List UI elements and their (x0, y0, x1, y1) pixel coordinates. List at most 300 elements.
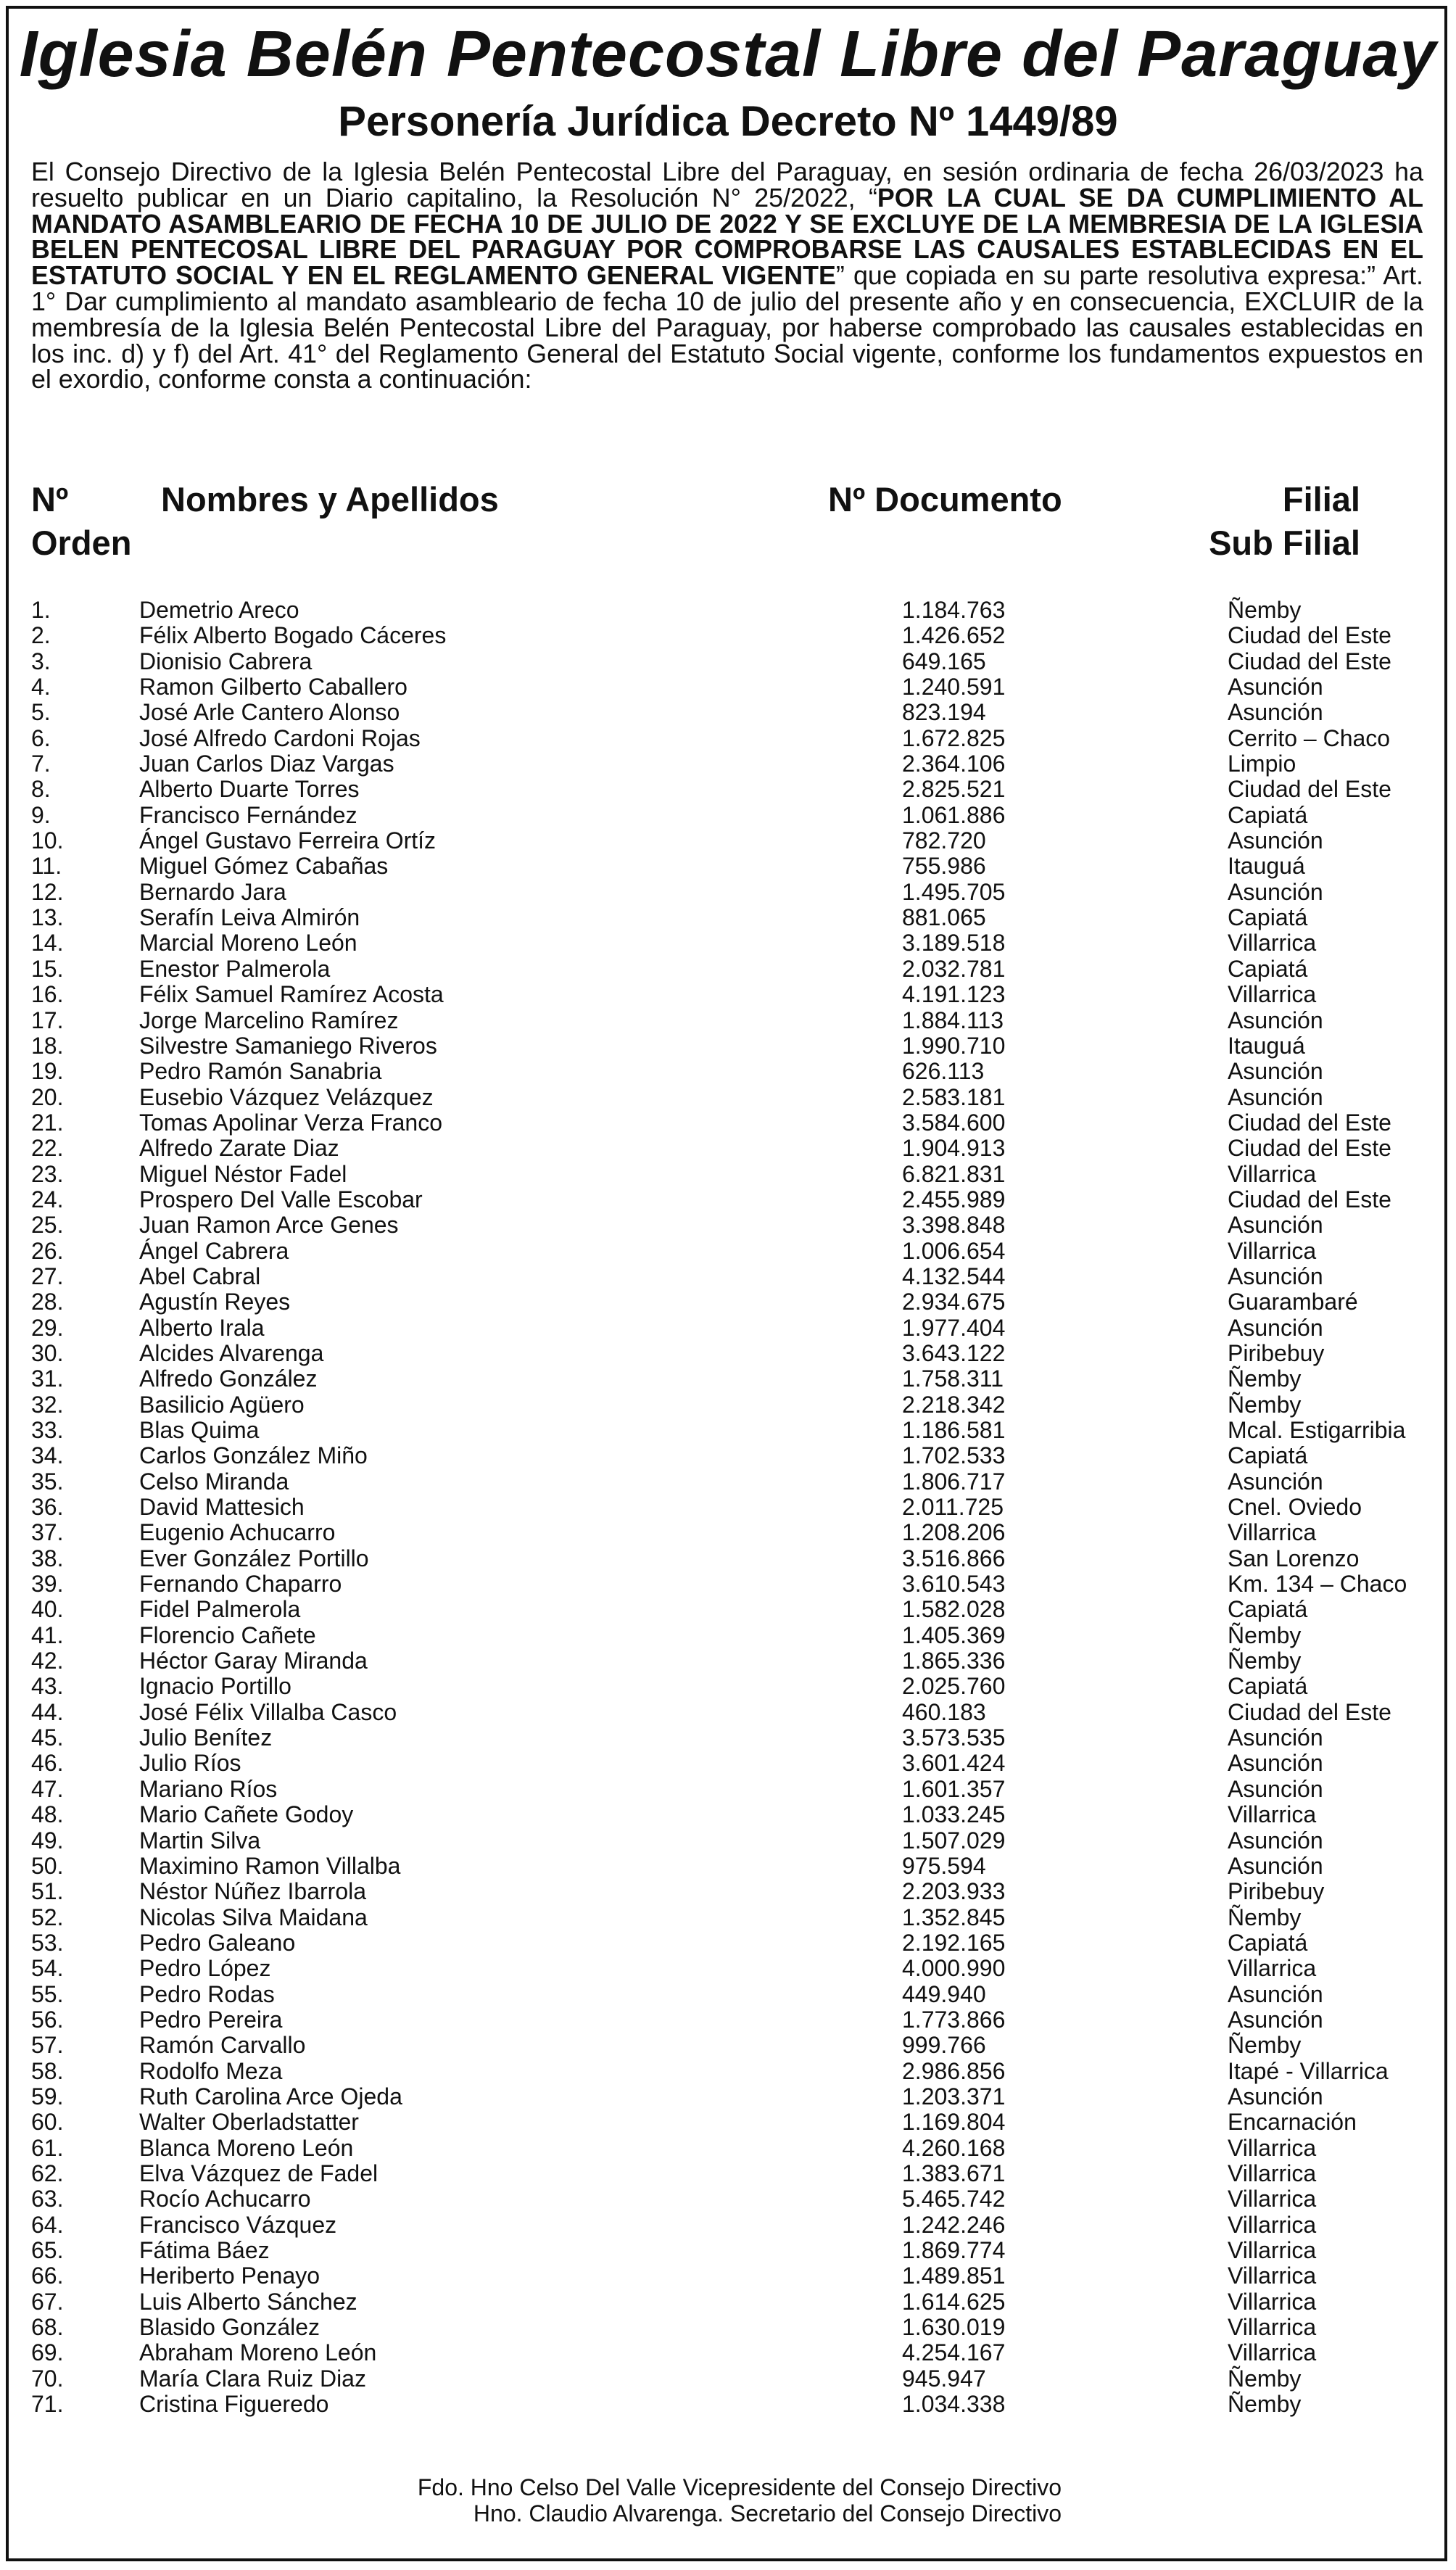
members-list (0, 598, 1456, 2417)
row-number: 9. (31, 801, 51, 828)
row-number: 34. (31, 1442, 64, 1469)
document-number: 3.573.535 (902, 1724, 1006, 1751)
table-row (0, 982, 1456, 1007)
member-name: Ruth Carolina Arce Ojeda (139, 2083, 402, 2110)
member-name: Miguel Gómez Cabañas (139, 853, 389, 880)
member-name: Pedro Ramón Sanabria (139, 1058, 382, 1085)
row-number: 63. (31, 2186, 64, 2212)
row-number: 44. (31, 1698, 64, 1725)
member-name: Abel Cabral (139, 1263, 261, 1289)
document-number: 2.192.165 (902, 1929, 1006, 1956)
page-title: Iglesia Belén Pentecostal Libre del Paraguay (19, 18, 1437, 91)
member-name: Francisco Fernández (139, 801, 357, 828)
document-number: 1.507.029 (902, 1827, 1006, 1854)
document-number: 2.934.675 (902, 1289, 1006, 1315)
document-number: 823.194 (902, 699, 986, 726)
document-number: 1.240.591 (902, 674, 1006, 701)
filial-name: Asunción (1228, 1314, 1323, 1341)
filial-name: Asunción (1228, 1724, 1323, 1751)
table-row (0, 1239, 1456, 1264)
filial-name: Asunción (1228, 699, 1323, 726)
row-number: 59. (31, 2083, 64, 2110)
row-number: 22. (31, 1135, 64, 1162)
row-number: 47. (31, 1775, 64, 1802)
filial-name: Asunción (1228, 1263, 1323, 1289)
row-number: 55. (31, 1980, 64, 2007)
document-number: 1.426.652 (902, 622, 1006, 649)
table-row (0, 598, 1456, 623)
table-row (0, 2366, 1456, 2392)
table-row (0, 828, 1456, 854)
row-number: 28. (31, 1289, 64, 1315)
document-number: 1.033.245 (902, 1801, 1006, 1828)
member-name: Julio Ríos (139, 1750, 241, 1777)
filial-name: Asunción (1228, 1468, 1323, 1495)
table-row (0, 1085, 1456, 1110)
filial-name: Villarrica (1228, 2288, 1317, 2315)
filial-name: Asunción (1228, 1058, 1323, 1085)
document-number: 1.006.654 (902, 1237, 1006, 1264)
row-number: 60. (31, 2109, 64, 2136)
row-number: 21. (31, 1109, 64, 1136)
member-name: Fernando Chaparro (139, 1571, 342, 1598)
table-row (0, 1187, 1456, 1212)
filial-name: Asunción (1228, 1852, 1323, 1879)
document-number: 1.184.763 (902, 597, 1006, 623)
document-number: 1.203.371 (902, 2083, 1006, 2110)
filial-name: Villarrica (1228, 2160, 1317, 2186)
document-number: 2.025.760 (902, 1673, 1006, 1700)
row-number: 71. (31, 2391, 64, 2418)
member-name: Juan Carlos Diaz Vargas (139, 751, 394, 777)
table-row (0, 2136, 1456, 2161)
table-row (0, 2007, 1456, 2033)
filial-name: Villarrica (1228, 2339, 1317, 2366)
signature-block (0, 2474, 1062, 2526)
table-row (0, 649, 1456, 674)
member-name: Félix Alberto Bogado Cáceres (139, 622, 447, 649)
document-number: 649.165 (902, 648, 986, 674)
filial-name: Villarrica (1228, 2314, 1317, 2341)
table-row (0, 2315, 1456, 2340)
table-row (0, 905, 1456, 930)
document-number: 1.208.206 (902, 1519, 1006, 1546)
row-number: 35. (31, 1468, 64, 1495)
filial-name: Km. 134 – Chaco (1228, 1571, 1407, 1598)
row-number: 27. (31, 1263, 64, 1289)
document-number: 2.218.342 (902, 1391, 1006, 1418)
table-row (0, 1469, 1456, 1495)
table-row (0, 726, 1456, 751)
filial-name: Ñemby (1228, 2391, 1302, 2418)
member-name: Pedro Pereira (139, 2006, 283, 2033)
table-row (0, 700, 1456, 725)
table-row (0, 1110, 1456, 1136)
member-name: Prospero Del Valle Escobar (139, 1186, 423, 1212)
row-number: 49. (31, 1827, 64, 1854)
table-row (0, 1648, 1456, 1674)
filial-name: Encarnación (1228, 2109, 1357, 2136)
row-number: 61. (31, 2134, 64, 2161)
row-number: 1. (31, 597, 51, 623)
filial-name: Villarrica (1228, 2237, 1317, 2263)
table-row (0, 1725, 1456, 1751)
filial-name: Villarrica (1228, 2134, 1317, 2161)
intro-bold-resolution: POR LA CUAL SE DA CUMPLIMIENTO AL MANDATO ASAMBLEARIO DE FECHA 10 DE JULIO DE 2022 Y SE EXCLUYE DE LA MEMBRESIA DE LA IGLESIA BELEN PENTECOSAL LIBRE DEL PARAGUAY POR COMPROBARSE LAS CAUSALES ESTABLECIDAS EN EL ESTATUTO SOCIAL Y EN EL REGLAMENTO GENERAL VIGENTE (31, 183, 1423, 291)
row-number: 19. (31, 1058, 64, 1085)
filial-name: Asunción (1228, 1007, 1323, 1033)
row-number: 25. (31, 1212, 64, 1239)
filial-name: Itapé - Villarrica (1228, 2057, 1389, 2084)
member-name: José Arle Cantero Alonso (139, 699, 400, 726)
table-row (0, 1777, 1456, 1802)
row-number: 67. (31, 2288, 64, 2315)
filial-name: Ñemby (1228, 2365, 1302, 2392)
document-number: 1.904.913 (902, 1135, 1006, 1162)
filial-name: Piribebuy (1228, 1339, 1325, 1366)
row-number: 13. (31, 904, 64, 931)
filial-name: Itauguá (1228, 1032, 1305, 1059)
member-name: Luis Alberto Sánchez (139, 2288, 357, 2315)
table-row (0, 1982, 1456, 2007)
table-row (0, 1905, 1456, 1930)
member-name: Fátima Báez (139, 2237, 270, 2263)
row-number: 48. (31, 1801, 64, 1828)
row-number: 43. (31, 1673, 64, 1700)
row-number: 52. (31, 1904, 64, 1930)
row-number: 30. (31, 1339, 64, 1366)
table-row (0, 930, 1456, 956)
member-name: Demetrio Areco (139, 597, 299, 623)
row-number: 20. (31, 1083, 64, 1110)
table-row (0, 2392, 1456, 2417)
document-number: 1.758.311 (902, 1365, 1004, 1392)
table-row (0, 1341, 1456, 1366)
document-number: 2.583.181 (902, 1083, 1006, 1110)
table-row (0, 1162, 1456, 1187)
document-number: 3.516.866 (902, 1545, 1006, 1571)
filial-name: Asunción (1228, 827, 1323, 854)
member-name: Rocío Achucarro (139, 2186, 311, 2212)
document-number: 2.032.781 (902, 955, 1006, 982)
member-name: Francisco Vázquez (139, 2211, 337, 2238)
document-number: 4.000.990 (902, 1955, 1006, 1982)
member-name: Héctor Garay Miranda (139, 1648, 368, 1674)
row-number: 40. (31, 1596, 64, 1623)
filial-name: Itauguá (1228, 853, 1305, 880)
table-row (0, 1956, 1456, 1981)
member-name: Félix Samuel Ramírez Acosta (139, 981, 444, 1008)
row-number: 6. (31, 724, 51, 751)
member-name: Eusebio Vázquez Velázquez (139, 1083, 434, 1110)
document-number: 4.254.167 (902, 2339, 1006, 2366)
member-name: Maximino Ramon Villalba (139, 1852, 401, 1879)
document-number: 1.601.357 (902, 1775, 1006, 1802)
filial-name: Villarrica (1228, 1519, 1317, 1546)
member-name: Alfredo González (139, 1365, 318, 1392)
table-row (0, 2238, 1456, 2263)
document-number: 1.495.705 (902, 878, 1006, 905)
row-number: 18. (31, 1032, 64, 1059)
member-name: Ángel Gustavo Ferreira Ortíz (139, 827, 437, 854)
document-number: 460.183 (902, 1698, 986, 1725)
member-name: Silvestre Samaniego Riveros (139, 1032, 437, 1059)
member-name: Pedro Rodas (139, 1980, 275, 2007)
member-name: Fidel Palmerola (139, 1596, 301, 1623)
table-row (0, 674, 1456, 700)
table-row (0, 1366, 1456, 1392)
document-number: 4.260.168 (902, 2134, 1006, 2161)
document-number: 1.489.851 (902, 2263, 1006, 2289)
document-number: 3.610.543 (902, 1571, 1006, 1598)
table-row (0, 2340, 1456, 2366)
row-number: 32. (31, 1391, 64, 1418)
intro-paragraph (31, 157, 1423, 394)
member-name: Blas Quima (139, 1417, 260, 1443)
document-number: 1.614.625 (902, 2288, 1006, 2315)
table-row (0, 623, 1456, 648)
member-name: Elva Vázquez de Fadel (139, 2160, 379, 2186)
table-row (0, 1700, 1456, 1725)
document-number: 1.630.019 (902, 2314, 1006, 2341)
row-number: 10. (31, 827, 64, 854)
table-row (0, 803, 1456, 828)
filial-name: Villarrica (1228, 1160, 1317, 1187)
filial-name: Asunción (1228, 1775, 1323, 1802)
table-row (0, 2084, 1456, 2110)
row-number: 41. (31, 1621, 64, 1648)
member-name: Ever González Portillo (139, 1545, 369, 1571)
row-number: 12. (31, 878, 64, 905)
filial-name: Villarrica (1228, 1955, 1317, 1982)
table-row (0, 1597, 1456, 1622)
table-row (0, 2212, 1456, 2238)
row-number: 39. (31, 1571, 64, 1598)
member-name: Mario Cañete Godoy (139, 1801, 354, 1828)
document-number: 4.132.544 (902, 1263, 1006, 1289)
table-row (0, 1008, 1456, 1033)
filial-name: Guarambaré (1228, 1289, 1358, 1315)
document-number: 1.383.671 (902, 2160, 1006, 2186)
header-filial: Filial (1282, 480, 1360, 518)
member-name: Agustín Reyes (139, 1289, 291, 1315)
table-row (0, 1623, 1456, 1648)
document-number: 755.986 (902, 853, 986, 880)
document-number: 2.203.933 (902, 1878, 1006, 1905)
row-number: 42. (31, 1648, 64, 1674)
row-number: 46. (31, 1750, 64, 1777)
row-number: 58. (31, 2057, 64, 2084)
member-name: Blasido González (139, 2314, 320, 2341)
row-number: 29. (31, 1314, 64, 1341)
header-order: Orden (31, 524, 132, 562)
filial-name: Ñemby (1228, 597, 1302, 623)
member-name: Dionisio Cabrera (139, 648, 313, 674)
row-number: 57. (31, 2032, 64, 2059)
table-row (0, 2033, 1456, 2058)
filial-name: Capiatá (1228, 904, 1308, 931)
filial-name: Mcal. Estigarribia (1228, 1417, 1406, 1443)
row-number: 17. (31, 1007, 64, 1033)
document-number: 3.189.518 (902, 930, 1006, 956)
filial-name: Asunción (1228, 1083, 1323, 1110)
header-subfilial: Sub Filial (1209, 524, 1360, 562)
table-row (0, 1315, 1456, 1341)
table-row (0, 1059, 1456, 1084)
row-number: 36. (31, 1494, 64, 1521)
row-number: 7. (31, 751, 51, 777)
document-number: 2.011.725 (902, 1494, 1004, 1521)
document-number: 2.364.106 (902, 751, 1006, 777)
filial-name: Capiatá (1228, 1673, 1308, 1700)
member-name: Carlos González Miño (139, 1442, 368, 1469)
filial-name: Ciudad del Este (1228, 1186, 1391, 1212)
table-row (0, 1392, 1456, 1418)
member-name: Alfredo Zarate Diaz (139, 1135, 339, 1162)
table-row (0, 1495, 1456, 1520)
document-number: 3.398.848 (902, 1212, 1006, 1239)
filial-name: Asunción (1228, 1212, 1323, 1239)
row-number: 38. (31, 1545, 64, 1571)
row-number: 26. (31, 1237, 64, 1264)
filial-name: Ñemby (1228, 1904, 1302, 1930)
member-name: Ramon Gilberto Caballero (139, 674, 408, 701)
row-number: 65. (31, 2237, 64, 2263)
row-number: 53. (31, 1929, 64, 1956)
row-number: 8. (31, 776, 51, 803)
filial-name: Villarrica (1228, 981, 1317, 1008)
row-number: 4. (31, 674, 51, 701)
filial-name: Ciudad del Este (1228, 648, 1391, 674)
row-number: 11. (31, 853, 62, 880)
table-row (0, 1418, 1456, 1443)
document-number: 3.584.600 (902, 1109, 1006, 1136)
document-number: 5.465.742 (902, 2186, 1006, 2212)
header-number: Nº (31, 480, 69, 518)
filial-name: Villarrica (1228, 2186, 1317, 2212)
member-name: Néstor Núñez Ibarrola (139, 1878, 367, 1905)
row-number: 23. (31, 1160, 64, 1187)
filial-name: Villarrica (1228, 2211, 1317, 2238)
filial-name: Ciudad del Este (1228, 1698, 1391, 1725)
member-name: María Clara Ruiz Diaz (139, 2365, 366, 2392)
filial-name: Ñemby (1228, 2032, 1302, 2059)
member-name: Walter Oberladstatter (139, 2109, 359, 2136)
row-number: 62. (31, 2160, 64, 2186)
member-name: Martin Silva (139, 1827, 261, 1854)
document-number: 1.773.866 (902, 2006, 1006, 2033)
row-number: 50. (31, 1852, 64, 1879)
document-number: 1.977.404 (902, 1314, 1006, 1341)
header-names: Nombres y Apellidos (161, 480, 499, 518)
table-row (0, 854, 1456, 879)
row-number: 56. (31, 2006, 64, 2033)
filial-name: Asunción (1228, 1827, 1323, 1854)
member-name: Eugenio Achucarro (139, 1519, 336, 1546)
member-name: Basilicio Agüero (139, 1391, 305, 1418)
filial-name: Villarrica (1228, 1237, 1317, 1264)
filial-name: Capiatá (1228, 1596, 1308, 1623)
row-number: 31. (31, 1365, 64, 1392)
row-number: 66. (31, 2263, 64, 2289)
table-row (0, 777, 1456, 802)
filial-name: Ciudad del Este (1228, 1109, 1391, 1136)
document-number: 945.947 (902, 2365, 986, 2392)
table-row (0, 1802, 1456, 1827)
member-name: José Alfredo Cardoni Rojas (139, 724, 421, 751)
page-subtitle: Personería Jurídica Decreto Nº 1449/89 (338, 98, 1118, 145)
member-name: Ángel Cabrera (139, 1237, 289, 1264)
table-row (0, 1751, 1456, 1776)
row-number: 37. (31, 1519, 64, 1546)
member-name: Alcides Alvarenga (139, 1339, 324, 1366)
table-row (0, 1520, 1456, 1545)
row-number: 51. (31, 1878, 64, 1905)
filial-name: Villarrica (1228, 930, 1317, 956)
table-row (0, 1212, 1456, 1238)
filial-name: Ciudad del Este (1228, 1135, 1391, 1162)
document-number: 2.825.521 (902, 776, 1006, 803)
table-row (0, 751, 1456, 777)
document-number: 1.869.774 (902, 2237, 1006, 2263)
document-number: 1.169.804 (902, 2109, 1006, 2136)
member-name: Pedro Galeano (139, 1929, 296, 1956)
table-row (0, 880, 1456, 905)
member-name: Ignacio Portillo (139, 1673, 291, 1700)
filial-name: Ñemby (1228, 1391, 1302, 1418)
document-number: 1.242.246 (902, 2211, 1006, 2238)
member-name: Ramón Carvallo (139, 2032, 306, 2059)
filial-name: Asunción (1228, 1980, 1323, 2007)
member-name: Cristina Figueredo (139, 2391, 329, 2418)
filial-name: Cnel. Oviedo (1228, 1494, 1362, 1521)
document-number: 3.601.424 (902, 1750, 1006, 1777)
table-row (0, 2186, 1456, 2212)
document-number: 782.720 (902, 827, 986, 854)
member-name: Bernardo Jara (139, 878, 286, 905)
row-number: 45. (31, 1724, 64, 1751)
document-number: 975.594 (902, 1852, 986, 1879)
filial-name: Ñemby (1228, 1621, 1302, 1648)
table-row (0, 1879, 1456, 1904)
filial-name: Ciudad del Este (1228, 622, 1391, 649)
member-name: Jorge Marcelino Ramírez (139, 1007, 399, 1033)
member-name: Florencio Cañete (139, 1621, 316, 1648)
table-row (0, 1136, 1456, 1161)
document-number: 1.672.825 (902, 724, 1006, 751)
table-row (0, 2110, 1456, 2135)
document-number: 449.940 (902, 1980, 986, 2007)
table-row (0, 2289, 1456, 2315)
filial-name: Asunción (1228, 2083, 1323, 2110)
filial-name: Villarrica (1228, 2263, 1317, 2289)
member-name: Rodolfo Meza (139, 2057, 283, 2084)
filial-name: Ciudad del Este (1228, 776, 1391, 803)
filial-name: Asunción (1228, 878, 1323, 905)
member-name: Pedro López (139, 1955, 271, 1982)
table-row (0, 1828, 1456, 1854)
member-name: Miguel Néstor Fadel (139, 1160, 347, 1187)
row-number: 54. (31, 1955, 64, 1982)
filial-name: Limpio (1228, 751, 1296, 777)
row-number: 15. (31, 955, 64, 982)
header-document: Nº Documento (828, 480, 1062, 518)
filial-name: Asunción (1228, 674, 1323, 701)
table-row (0, 1443, 1456, 1468)
intro-text-start: El Consejo Directivo de la Iglesia Belén Pentecostal Libre del Paraguay, en sesión ordinaria de fecha 26/03/2023 ha resuelto publicar en un Diario capitalino, la Resolución N° 25/2022, “ (31, 157, 1423, 212)
row-number: 24. (31, 1186, 64, 1212)
document-number: 2.455.989 (902, 1186, 1006, 1212)
